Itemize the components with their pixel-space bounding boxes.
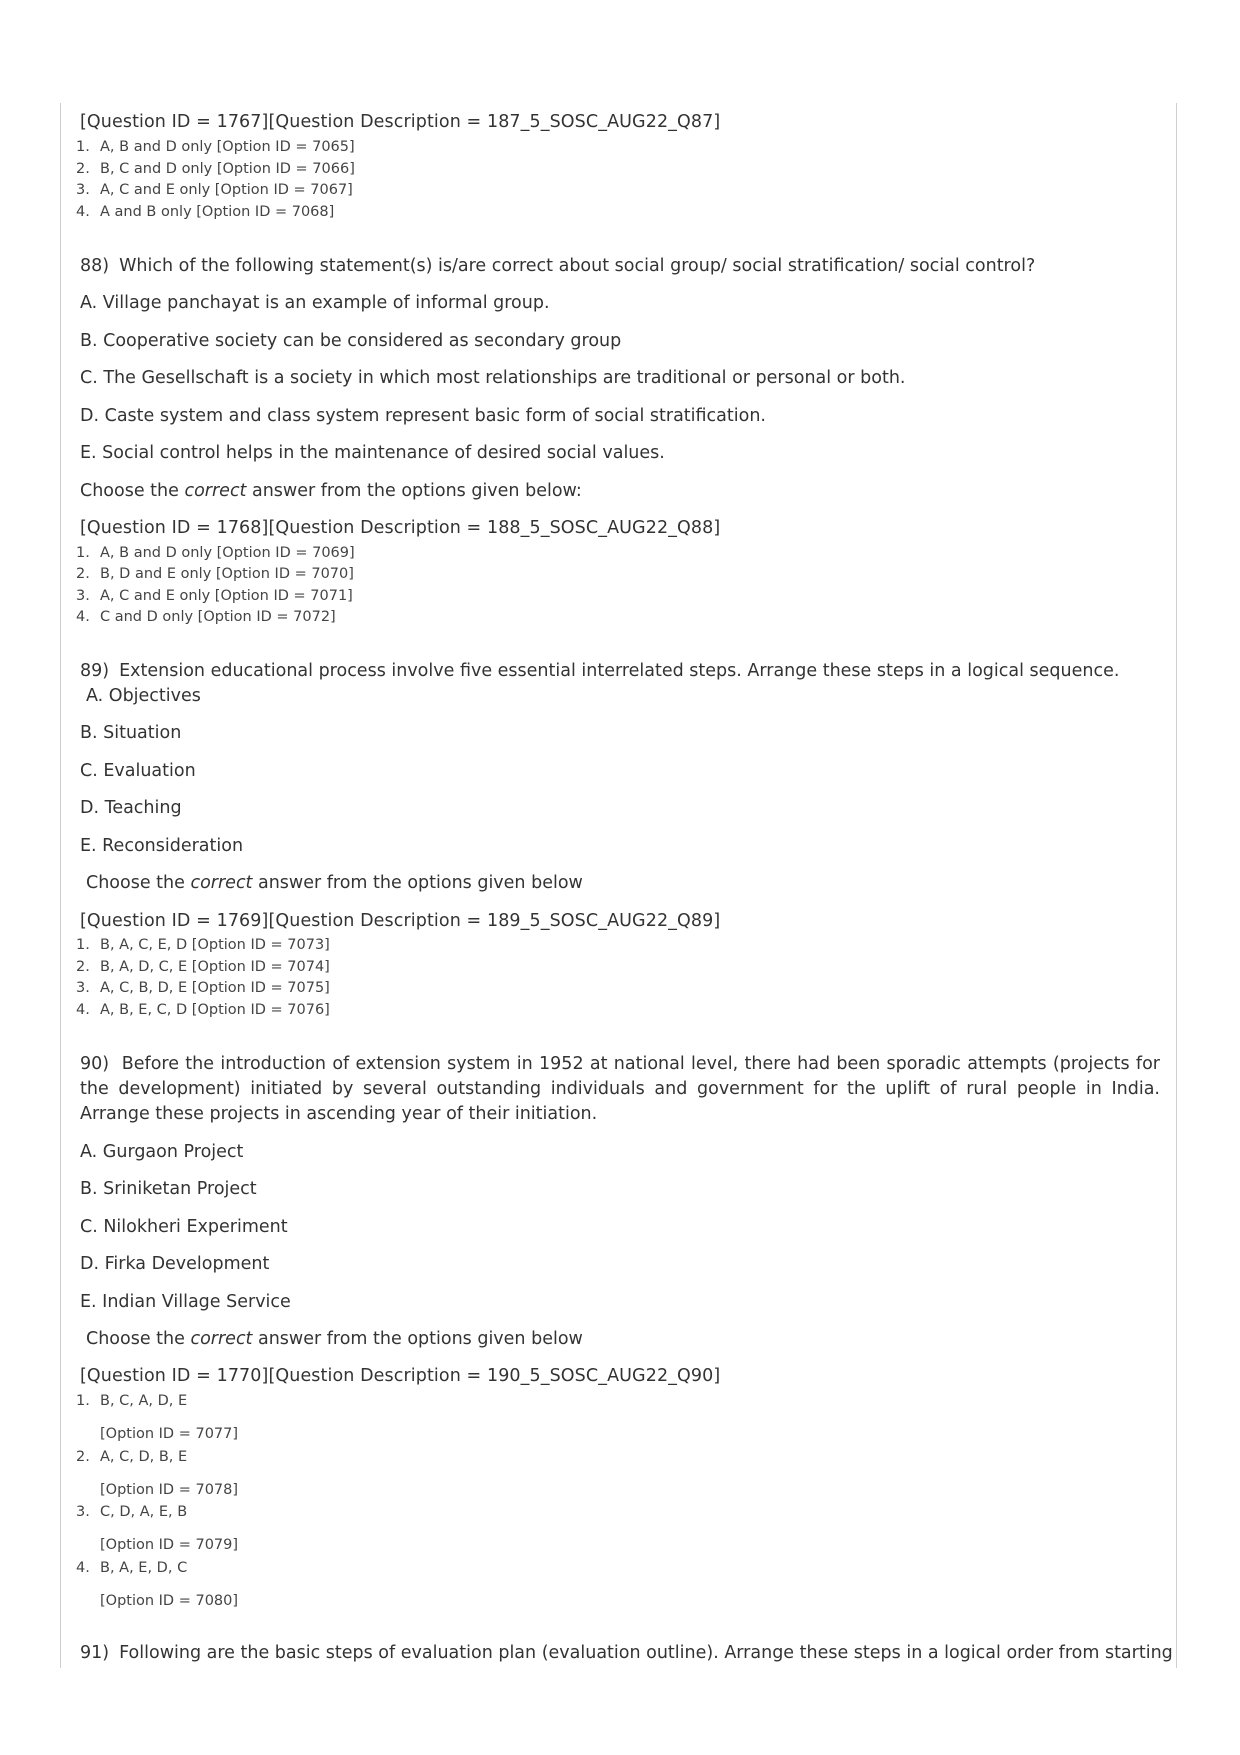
option-id-90-3: [Option ID = 7079] bbox=[100, 1537, 239, 1553]
statement-90-c: C. Nilokheri Experiment bbox=[80, 1217, 288, 1237]
question-91: 91) Following are the basic steps of evaluation plan (evaluation outline). Arrange these steps in a logical order from starting bbox=[80, 1643, 1173, 1663]
statement-89-b: B. Situation bbox=[80, 723, 182, 743]
statement-88-c: C. The Gesellschaft is a society in which most relationships are traditional or personal or both. bbox=[80, 368, 906, 388]
instruction-88: Choose the correct answer from the options given below: bbox=[80, 481, 582, 501]
statement-88-b: B. Cooperative society can be considered as secondary group bbox=[80, 331, 622, 351]
statement-89-d: D. Teaching bbox=[80, 798, 182, 818]
statement-89-a: A. Objectives bbox=[86, 686, 201, 706]
statement-90-e: E. Indian Village Service bbox=[80, 1292, 291, 1312]
statement-88-a: A. Village panchayat is an example of informal group. bbox=[80, 293, 550, 313]
question-id-88: [Question ID = 1768][Question Description = 188_5_SOSC_AUG22_Q88] bbox=[80, 518, 721, 538]
statement-90-b: B. Sriniketan Project bbox=[80, 1179, 257, 1199]
option-id-90-4: [Option ID = 7080] bbox=[100, 1593, 239, 1609]
question-id-89: [Question ID = 1769][Question Description = 189_5_SOSC_AUG22_Q89] bbox=[80, 911, 721, 931]
question-89: 89) Extension educational process involve five essential interrelated steps. Arrange these steps in a logical sequence. bbox=[80, 661, 1120, 681]
question-id-87: [Question ID = 1767][Question Description = 187_5_SOSC_AUG22_Q87] bbox=[80, 112, 721, 132]
statement-90-d: D. Firka Development bbox=[80, 1254, 270, 1274]
statement-89-c: C. Evaluation bbox=[80, 761, 196, 781]
question-90: 90) Before the introduction of extension system in 1952 at national level, there had been sporadic attempts (projects for the development) initiated by several outstanding individuals and government for the uplift of rural people in India. Arrange these projects in ascending year of their initiation. bbox=[80, 1054, 1160, 1124]
option-id-90-1: [Option ID = 7077] bbox=[100, 1426, 239, 1442]
statement-88-d: D. Caste system and class system represent basic form of social stratification. bbox=[80, 406, 766, 426]
instruction-90: Choose the correct answer from the options given below bbox=[86, 1329, 583, 1349]
instruction-89: Choose the correct answer from the options given below bbox=[86, 873, 583, 893]
question-id-90: [Question ID = 1770][Question Description = 190_5_SOSC_AUG22_Q90] bbox=[80, 1366, 721, 1386]
question-88: 88) Which of the following statement(s) is/are correct about social group/ social stratification/ social control? bbox=[80, 256, 1036, 276]
statement-90-a: A. Gurgaon Project bbox=[80, 1142, 244, 1162]
statement-89-e: E. Reconsideration bbox=[80, 836, 244, 856]
option-id-90-2: [Option ID = 7078] bbox=[100, 1482, 239, 1498]
statement-88-e: E. Social control helps in the maintenance of desired social values. bbox=[80, 443, 665, 463]
